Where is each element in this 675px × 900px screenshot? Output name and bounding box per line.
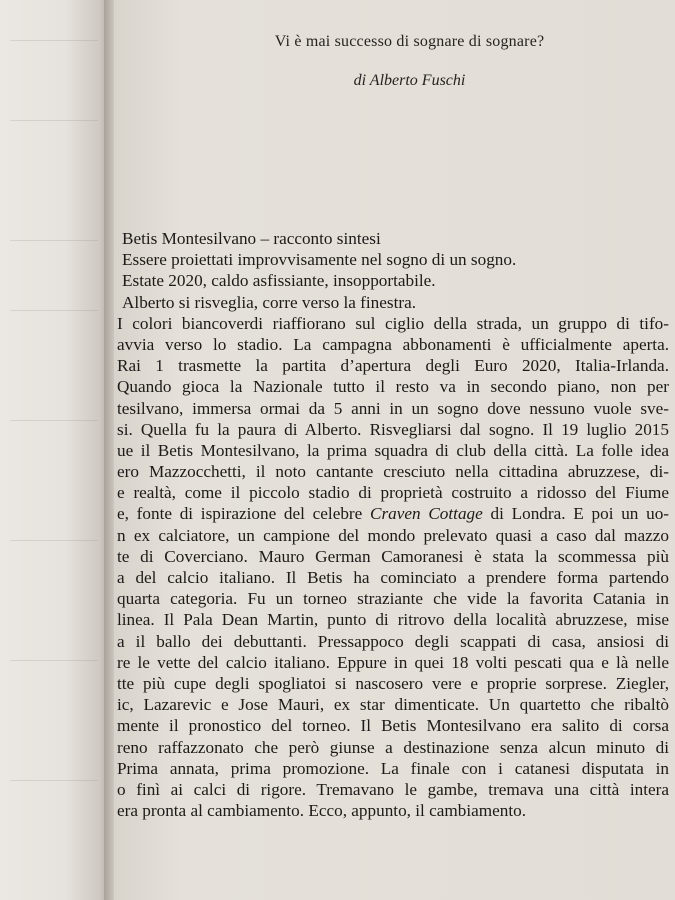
text-segment: di Londra. E poi un uo-	[490, 504, 670, 524]
text-line: avvia verso lo stadio. La campagna abbonamenti è ufficialmente aperta.	[117, 334, 669, 354]
text-line: re le vette del calcio italiano. Eppure in quei 18 volti pescati qua e là nelle	[117, 652, 669, 672]
text-line: quarta categoria. Fu un torneo straziante che vide la favorita Catania in	[117, 589, 669, 609]
text-line: Alberto si risveglia, corre verso la finestra.	[122, 292, 416, 312]
text-line: tesilvano, immersa ormai da 5 anni in un sogno dove nessuno vuole sve-	[117, 398, 669, 418]
text-line: era pronta al cambiamento. Ecco, appunto, il cambiamento.	[117, 801, 527, 821]
text-line: ic, Lazarevic e Jose Mauri, ex star dimenticate. Un quartetto che ribaltò	[117, 695, 669, 715]
text-line: I colori biancoverdi riaffiorano sul ciglio della strada, un gruppo di tifo-	[117, 313, 669, 333]
italic-title: Craven Cottage	[370, 504, 483, 524]
text-line: a il ballo dei debuttanti. Pressappoco degli scappati di casa, ansiosi di	[117, 631, 669, 651]
text-segment: e, fonte di ispirazione del celebre	[117, 504, 363, 524]
right-page	[114, 0, 675, 900]
story-body	[114, 228, 675, 821]
text-line: Quando gioca la Nazionale tutto il resto va in secondo piano, non per	[117, 377, 669, 397]
text-line: linea. Il Pala Dean Martin, punto di ritrovo della località abruzzese, mise	[117, 610, 669, 630]
text-line: te di Coverciano. Mauro German Camoranesi è stata la scommessa più	[117, 546, 669, 566]
text-line: Rai 1 trasmette la partita d’apertura degli Euro 2020, Italia-Irlanda.	[117, 356, 669, 376]
text-line: Estate 2020, caldo asfissiante, insopportabile.	[122, 271, 436, 291]
text-line: Prima annata, prima promozione. La finale con i catanesi disputata in	[117, 758, 669, 778]
text-line: Betis Montesilvano – racconto sintesi	[122, 229, 381, 248]
text-line: si. Quella fu la paura di Alberto. Risvegliarsi dal sogno. Il 19 luglio 2015	[117, 419, 669, 439]
text-line: e realtà, come il piccolo stadio di proprietà costruito a ridosso del Fiume	[117, 483, 669, 503]
text-line: ero Mazzocchetti, il noto cantante cresciuto nella cittadina abruzzese, di-	[117, 462, 669, 482]
text-line: o finì ai calci di rigore. Tremavano le gambe, tremava una città intera	[117, 779, 669, 799]
left-page	[0, 0, 108, 900]
text-line: mente il pronostico del torneo. Il Betis Montesilvano era salito di corsa	[117, 716, 669, 736]
text-line: reno raffazzonato che però giunse a destinazione senza alcun minuto di	[117, 737, 669, 757]
text-line: tte più cupe degli spogliatoi si nascosero vere e proprie sorprese. Ziegler,	[117, 673, 669, 693]
text-line: Essere proiettati improvvisamente nel sogno di un sogno.	[122, 250, 517, 270]
text-line: a del calcio italiano. Il Betis ha cominciato a prendere forma partendo	[117, 568, 669, 587]
story-title: Vi è mai successo di sognare di sognare?	[274, 33, 545, 50]
text-line: n ex calciatore, un campione del mondo prelevato quasi a caso dal mazzo	[117, 525, 669, 545]
story-author: di Alberto Fuschi	[353, 72, 466, 89]
text-line: ue il Betis Montesilvano, la prima squadra di club della città. La folle idea	[117, 440, 669, 460]
text-line	[114, 503, 675, 524]
